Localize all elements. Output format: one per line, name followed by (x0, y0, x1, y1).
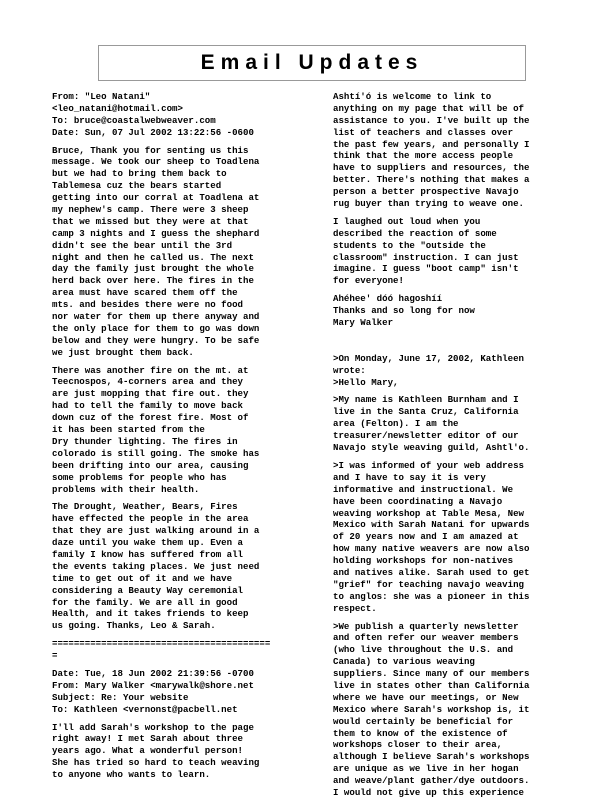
text-line: workshops closer to their area, (333, 739, 503, 751)
paragraph (333, 293, 583, 329)
text-line: below and they were hungry. To be safe (52, 334, 260, 346)
text-line: herd back over here. The fires in the (52, 275, 254, 287)
text-line: >My name is Kathleen Burnham and I (333, 394, 519, 406)
text-line: To: bruce@coastalwebweaver.com (52, 114, 216, 126)
text-line: would certainly be beneficial for (333, 715, 514, 727)
text-line: The Drought, Weather, Bears, Fires (52, 501, 238, 513)
paragraph (333, 335, 583, 347)
text-line: but we had to bring them back to (52, 168, 227, 180)
text-line: ======================================== (52, 638, 271, 650)
paragraph (52, 638, 300, 662)
text-line: suppliers. Since many of our members (333, 668, 530, 680)
text-line: that we missed but they were at that (52, 215, 249, 227)
text-line: and weave/plant gather/dye outdoors. (333, 775, 530, 787)
paragraph (333, 621, 583, 799)
text-line: down cuz of the forest fire. Most of (52, 412, 249, 424)
text-line: considering a Beauty Way ceremonial (52, 584, 243, 596)
text-line: >On Monday, June 17, 2002, Kathleen (333, 352, 524, 364)
paragraph (52, 145, 300, 359)
text-line: Tablemesa cuz the bears started (52, 180, 222, 192)
text-line: us going. Thanks, Leo & Sarah. (52, 620, 216, 632)
text-line: classroom" instruction. I can just (333, 251, 519, 263)
left-column (52, 91, 300, 781)
text-line: day the family just brought the whole (52, 263, 254, 275)
text-line: getting into our corral at Toadlena at (52, 192, 260, 204)
text-line: the only place for them to go was down (52, 322, 260, 334)
paragraph (52, 365, 300, 496)
text-line: had to tell the family to move back (52, 400, 243, 412)
text-line: Teecnospos, 4-corners area and they (52, 376, 243, 388)
text-line: treasurer/newsletter editor of our (333, 430, 519, 442)
text-line: family I know has suffered from all (52, 548, 243, 560)
title-box (98, 45, 526, 81)
text-line: She has tried so hard to teach weaving (52, 757, 260, 769)
text-line: wrote: (333, 364, 366, 376)
text-line: I'll add Sarah's workshop to the page (52, 721, 254, 733)
text-line: are unique as we live in her hogan (333, 763, 519, 775)
text-line: message. We took our sheep to Toadlena (52, 156, 260, 168)
text-line: To: Kathleen <vernonst@pacbell.net (52, 703, 238, 715)
text-line: problems with their health. (52, 483, 200, 495)
text-line: I would not give up this experience (333, 786, 524, 798)
paragraph (333, 91, 583, 210)
paragraph (333, 460, 583, 615)
text-line: described the reaction of some (333, 227, 497, 239)
text-line: that they are just walking around in a (52, 525, 260, 537)
text-line: Mexico where Sarah's workshop is, it (333, 703, 530, 715)
text-line: think that the more access people (333, 150, 514, 162)
text-line: we just brought them back. (52, 346, 194, 358)
text-line: colorado is still going. The smoke has (52, 447, 260, 459)
text-line: time to get out of it and we have (52, 572, 233, 584)
text-line: Date: Sun, 07 Jul 2002 13:22:56 -0600 (52, 126, 254, 138)
text-line: students to the "outside the (333, 239, 486, 251)
text-line: Thanks and so long for now (333, 305, 475, 317)
text-line: anything on my page that will be of (333, 102, 524, 114)
text-line: "grief" for teaching navajo weaving (333, 578, 524, 590)
right-column (333, 91, 583, 799)
text-line: and often refer our weaver members (333, 632, 519, 644)
text-line: list of teachers and classes over (333, 126, 514, 138)
text-line: From: Mary Walker <marywalk@shore.net (52, 679, 254, 691)
text-line: and I have to say it is very (333, 471, 486, 483)
text-line: have effected the people in the area (52, 513, 249, 525)
text-line: Dry thunder lighting. The fires in (52, 435, 238, 447)
text-line: Ashtí'ó is welcome to link to (333, 91, 492, 102)
text-line: assistance to you. I've built up the (333, 114, 530, 126)
paragraph (52, 501, 300, 632)
text-line: = (52, 650, 58, 662)
text-line: Bruce, Thank you for senting us this (52, 144, 249, 156)
text-line: I laughed out loud when you (333, 215, 481, 227)
text-line: From: "Leo Natani" (52, 91, 151, 102)
text-line: years ago. What a wonderful person! (52, 745, 243, 757)
text-line: have been coordinating a Navajo (333, 495, 503, 507)
text-line: area must have scared them off the (52, 287, 238, 299)
text-line: respect. (333, 602, 377, 614)
paragraph (52, 722, 300, 781)
text-line: the past few years, and personally I (333, 138, 530, 150)
text-line: rug buyer than trying to weave one. (333, 198, 524, 210)
text-line: right away! I met Sarah about three (52, 733, 243, 745)
text-line: to anyone who wants to learn. (52, 769, 211, 781)
text-line: >I was informed of your web address (333, 459, 524, 471)
text-line: Canada) to various weaving (333, 656, 475, 668)
text-line: have to suppliers and resources, the (333, 162, 530, 174)
text-line: There was another fire on the mt. at (52, 364, 249, 376)
text-line: been drifting into our area, causing (52, 459, 249, 471)
text-line: Mary Walker (333, 317, 394, 329)
text-line: are just mopping that fire out. they (52, 388, 249, 400)
text-line: how many native weavers are now also (333, 543, 530, 555)
text-line: for the family. We are all in good (52, 596, 238, 608)
text-line: nor water for them up there anyway and (52, 311, 260, 323)
text-line: my nephew's camp. There were 3 sheep (52, 204, 249, 216)
text-line: Mexico with Sarah Natani for upwards (333, 519, 530, 531)
text-line: >Hello Mary, (333, 376, 399, 388)
text-line: Navajo style weaving guild, Ashtl'o. (333, 442, 530, 454)
text-line: some problems for people who has (52, 471, 227, 483)
text-line: where we have our meetings, or New (333, 691, 519, 703)
paragraph (333, 216, 583, 287)
paragraph (52, 91, 300, 139)
text-line: camp 3 nights and I guess the shephard (52, 227, 260, 239)
text-line: person a better prospective Navajo (333, 186, 519, 198)
text-line: live in the Santa Cruz, California (333, 406, 519, 418)
text-line: area (Felton). I am the (333, 418, 459, 430)
text-line: night and then he called us. The next (52, 251, 254, 263)
text-line: Ahéhee' dóó hagoshíí (333, 293, 443, 305)
text-line: and natives alike. Sarah used to get (333, 566, 530, 578)
text-line: informative and instructional. We (333, 483, 514, 495)
text-line: Subject: Re: Your website (52, 691, 189, 703)
text-line: >We publish a quarterly newsletter (333, 620, 519, 632)
text-line: <leo_natani@hotmail.com> (52, 102, 183, 114)
text-line: to anglos: she was a pioneer in this (333, 590, 530, 602)
text-line: mts. and besides there were no food (52, 299, 243, 311)
paragraph (52, 668, 300, 716)
text-line: weaving workshop at Table Mesa, New (333, 507, 524, 519)
text-line: although I believe Sarah's workshops (333, 751, 530, 763)
text-line: Health, and it takes friends to keep (52, 608, 249, 620)
text-line: (who live throughout the U.S. and (333, 644, 514, 656)
text-line: the events taking places. We just need (52, 560, 260, 572)
text-line: imagine. I guess "boot camp" isn't (333, 263, 519, 275)
paragraph (333, 394, 583, 453)
text-line: holding workshops for non-natives (333, 555, 514, 567)
text-line: them to know of the existence of (333, 727, 508, 739)
text-line: of 20 years now and I am amazed at (333, 531, 519, 543)
text-line: daze until you wake them up. Even a (52, 537, 243, 549)
text-line: Date: Tue, 18 Jun 2002 21:39:56 -0700 (52, 667, 254, 679)
text-line: didn't see the bear until the 3rd (52, 239, 233, 251)
text-line (333, 335, 583, 347)
text-line: it has been started from the (52, 424, 205, 436)
paragraph (333, 353, 583, 389)
text-line: better. There's nothing that makes a (333, 174, 530, 186)
text-line: live in states other than California (333, 679, 530, 691)
text-line: for everyone! (333, 275, 404, 287)
page-title: Email Updates (200, 51, 424, 74)
